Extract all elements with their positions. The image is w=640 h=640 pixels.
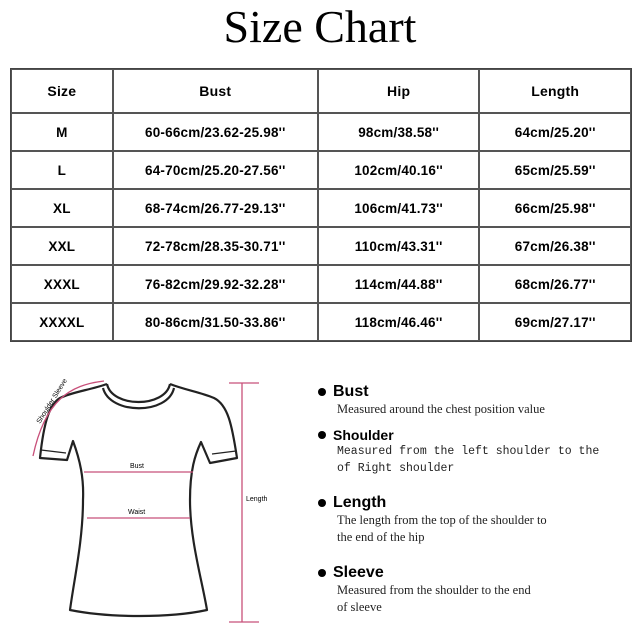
legend-desc: the end of the hip: [337, 530, 425, 544]
legend-bust: [318, 383, 545, 418]
table-row: [11, 303, 631, 341]
legend-desc: Measured around the chest position value: [337, 402, 545, 416]
table-cell-hip: 102cm/40.16'': [318, 151, 480, 189]
legend-title: Bust: [333, 383, 369, 400]
legend-desc: Measured from the left shoulder to the: [337, 445, 600, 458]
table-cell-hip: 98cm/38.58'': [318, 113, 480, 151]
legend-length: [318, 494, 547, 546]
legend-title: Sleeve: [333, 564, 384, 581]
bust-label: Bust: [130, 463, 145, 470]
legend-sleeve: [318, 564, 531, 616]
table-cell-size: M: [11, 113, 113, 151]
bullet-icon: [318, 388, 326, 396]
table-cell-size: L: [11, 151, 113, 189]
header-size: Size: [11, 69, 113, 113]
table-cell-hip: 110cm/43.31'': [318, 227, 480, 265]
waist-label: Waist: [128, 509, 146, 516]
bullet-icon: [318, 569, 326, 577]
table-cell-length: 64cm/25.20'': [479, 113, 631, 151]
legend-shoulder: [318, 427, 599, 477]
table-cell-length: 69cm/27.17'': [479, 303, 631, 341]
table-cell-bust: 64-70cm/25.20-27.56'': [113, 151, 318, 189]
size-table: [10, 68, 632, 342]
table-cell-bust: 76-82cm/29.92-32.28'': [113, 265, 318, 303]
legend-desc: of Right shoulder: [337, 462, 455, 475]
table-cell-size: XL: [11, 189, 113, 227]
table-row: [11, 227, 631, 265]
legend-desc: The length from the top of the shoulder to: [337, 513, 547, 527]
tshirt-outline: [40, 384, 237, 616]
table-cell-length: 68cm/26.77'': [479, 265, 631, 303]
table-row: [11, 265, 631, 303]
table-row: [11, 189, 631, 227]
table-cell-hip: 118cm/46.46'': [318, 303, 480, 341]
tshirt-diagram: [0, 360, 300, 640]
header-bust: Bust: [113, 69, 318, 113]
legend-title: Length: [333, 494, 387, 511]
table-row: [11, 113, 631, 151]
bullet-icon: [318, 499, 326, 507]
length-label: Length: [246, 496, 268, 503]
table-cell-length: 65cm/25.59'': [479, 151, 631, 189]
table-cell-length: 67cm/26.38'': [479, 227, 631, 265]
table-cell-bust: 72-78cm/28.35-30.71'': [113, 227, 318, 265]
table-cell-hip: 106cm/41.73'': [318, 189, 480, 227]
bullet-icon: [318, 431, 326, 439]
shoulder-sleeve-label: Shoulder Sleeve: [35, 377, 69, 426]
legend-desc: of sleeve: [337, 600, 382, 614]
table-cell-bust: 60-66cm/23.62-25.98'': [113, 113, 318, 151]
table-cell-size: XXXL: [11, 265, 113, 303]
table-cell-length: 66cm/25.98'': [479, 189, 631, 227]
table-cell-size: XXXXL: [11, 303, 113, 341]
legend-title: Shoulder: [333, 427, 394, 443]
table-cell-bust: 80-86cm/31.50-33.86'': [113, 303, 318, 341]
header-hip: Hip: [318, 69, 480, 113]
table-cell-bust: 68-74cm/26.77-29.13'': [113, 189, 318, 227]
page-title: Size Chart: [223, 1, 417, 52]
header-length: Length: [479, 69, 631, 113]
table-row: [11, 151, 631, 189]
legend-desc: Measured from the shoulder to the end: [337, 583, 531, 597]
table-cell-size: XXL: [11, 227, 113, 265]
table-cell-hip: 114cm/44.88'': [318, 265, 480, 303]
table-header-row: [11, 69, 631, 113]
tshirt-collar: [103, 384, 174, 408]
